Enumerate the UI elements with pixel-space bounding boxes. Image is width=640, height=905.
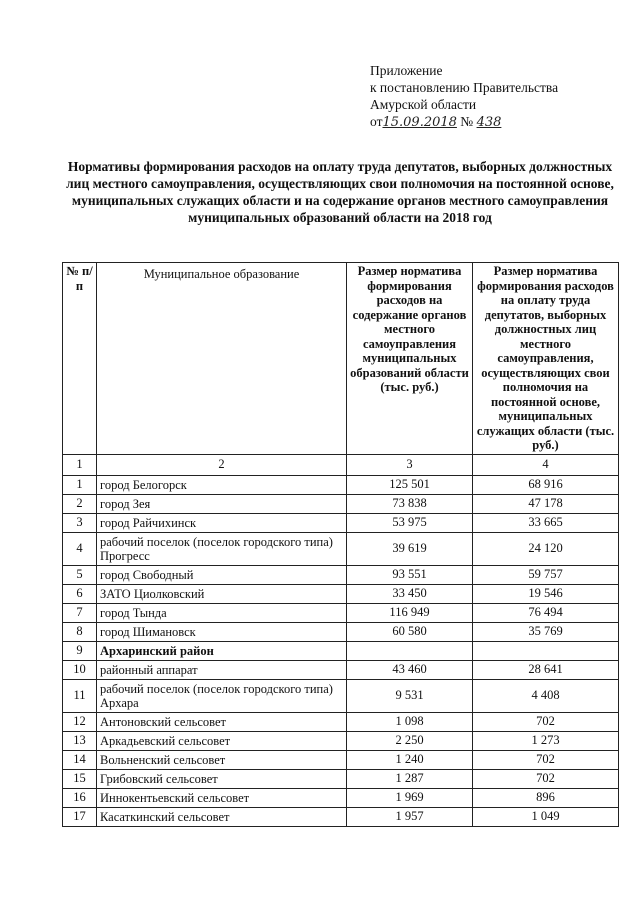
row-name-cell: город Свободный — [97, 565, 347, 584]
row-num-cell: 7 — [63, 603, 97, 622]
row-name-cell: город Зея — [97, 494, 347, 513]
row-num-cell: 8 — [63, 622, 97, 641]
row-maintenance-cell: 39 619 — [347, 532, 473, 565]
row-name-cell: ЗАТО Циолковский — [97, 584, 347, 603]
row-salary-cell: 1 273 — [473, 731, 619, 750]
row-num-cell: 9 — [63, 641, 97, 660]
row-salary-cell: 33 665 — [473, 513, 619, 532]
row-maintenance-cell: 60 580 — [347, 622, 473, 641]
number-label: № — [460, 114, 474, 129]
row-num-cell: 1 — [63, 475, 97, 494]
index-cell: 3 — [347, 454, 473, 475]
row-name-cell: районный аппарат — [97, 660, 347, 679]
appendix-region: Амурской области — [370, 97, 477, 112]
appendix-title: Приложение — [370, 63, 443, 78]
row-maintenance-cell: 73 838 — [347, 494, 473, 513]
row-maintenance-cell: 1 287 — [347, 769, 473, 788]
table-row — [63, 532, 619, 565]
norms-table — [62, 262, 619, 827]
index-cell: 2 — [97, 454, 347, 475]
table-row — [63, 565, 619, 584]
row-maintenance-cell: 33 450 — [347, 584, 473, 603]
row-salary-cell: 28 641 — [473, 660, 619, 679]
handwritten-date: 15.09.2018 — [382, 115, 457, 130]
row-salary-cell: 19 546 — [473, 584, 619, 603]
row-num-cell: 6 — [63, 584, 97, 603]
table-row — [63, 750, 619, 769]
index-cell: 1 — [63, 454, 97, 475]
table-row — [63, 807, 619, 826]
table-row — [63, 603, 619, 622]
row-name-cell: рабочий поселок (поселок городского типа) Прогресс — [97, 532, 347, 565]
table-row — [63, 731, 619, 750]
row-salary-cell: 76 494 — [473, 603, 619, 622]
row-name-cell: Архаринский район — [97, 641, 347, 660]
table-row — [63, 584, 619, 603]
row-name-cell: город Белогорск — [97, 475, 347, 494]
row-num-cell: 16 — [63, 788, 97, 807]
row-num-cell: 17 — [63, 807, 97, 826]
header-maintenance-norm: Размер норматива формирования расходов на содержание органов местного самоуправления муниципальных образований области (тыс. руб.) — [347, 263, 473, 455]
row-salary-cell: 59 757 — [473, 565, 619, 584]
row-name-cell: Аркадьевский сельсовет — [97, 731, 347, 750]
row-maintenance-cell: 1 969 — [347, 788, 473, 807]
row-maintenance-cell: 125 501 — [347, 475, 473, 494]
row-salary-cell: 4 408 — [473, 679, 619, 712]
row-maintenance-cell: 116 949 — [347, 603, 473, 622]
row-salary-cell: 35 769 — [473, 622, 619, 641]
table-row — [63, 679, 619, 712]
table-row — [63, 641, 619, 660]
appendix-ref-line: к постановлению Правительства — [370, 80, 559, 95]
table-row — [63, 494, 619, 513]
row-num-cell: 10 — [63, 660, 97, 679]
row-num-cell: 13 — [63, 731, 97, 750]
appendix-block — [370, 62, 558, 131]
row-salary-cell: 702 — [473, 712, 619, 731]
row-salary-cell — [473, 641, 619, 660]
header-num: № п/п — [63, 263, 97, 455]
appendix-date-line — [370, 113, 558, 131]
table-row — [63, 660, 619, 679]
row-maintenance-cell: 2 250 — [347, 731, 473, 750]
row-num-cell: 2 — [63, 494, 97, 513]
row-maintenance-cell: 1 240 — [347, 750, 473, 769]
handwritten-number: 438 — [476, 115, 502, 130]
row-salary-cell: 896 — [473, 788, 619, 807]
row-name-cell: город Райчихинск — [97, 513, 347, 532]
row-name-cell: город Шимановск — [97, 622, 347, 641]
row-salary-cell: 1 049 — [473, 807, 619, 826]
index-cell: 4 — [473, 454, 619, 475]
table-row — [63, 622, 619, 641]
row-name-cell: Вольненский сельсовет — [97, 750, 347, 769]
row-maintenance-cell: 43 460 — [347, 660, 473, 679]
row-maintenance-cell — [347, 641, 473, 660]
row-name-cell: Грибовский сельсовет — [97, 769, 347, 788]
table-row — [63, 712, 619, 731]
row-num-cell: 11 — [63, 679, 97, 712]
row-salary-cell: 702 — [473, 769, 619, 788]
row-salary-cell: 24 120 — [473, 532, 619, 565]
row-name-cell: рабочий поселок (поселок городского типа) Архара — [97, 679, 347, 712]
row-maintenance-cell: 93 551 — [347, 565, 473, 584]
header-salary-norm: Размер норматива формирования расходов на оплату труда депутатов, выборных должностных лиц местного самоуправления, осуществляющих свои полномочия на постоянной основе, муниципальных служащих области (тыс. руб.) — [473, 263, 619, 455]
row-maintenance-cell: 9 531 — [347, 679, 473, 712]
row-maintenance-cell: 1 098 — [347, 712, 473, 731]
table-row — [63, 513, 619, 532]
row-name-cell: Иннокентьевский сельсовет — [97, 788, 347, 807]
row-maintenance-cell: 53 975 — [347, 513, 473, 532]
row-salary-cell: 47 178 — [473, 494, 619, 513]
row-num-cell: 5 — [63, 565, 97, 584]
row-num-cell: 15 — [63, 769, 97, 788]
table-row — [63, 475, 619, 494]
row-salary-cell: 68 916 — [473, 475, 619, 494]
column-index-row — [63, 454, 619, 475]
row-name-cell: Антоновский сельсовет — [97, 712, 347, 731]
header-municipality: Муниципальное образование — [97, 263, 347, 455]
row-name-cell: Касаткинский сельсовет — [97, 807, 347, 826]
table-row — [63, 788, 619, 807]
row-salary-cell: 702 — [473, 750, 619, 769]
table-row — [63, 769, 619, 788]
document-title: Нормативы формирования расходов на оплату труда депутатов, выборных должностных лиц местного самоуправления, осуществляющих свои полномочия на постоянной основе, муниципальных служащих области и на содержание органов местного самоуправления муниципальных образований области на 2018 год — [66, 159, 614, 225]
row-num-cell: 14 — [63, 750, 97, 769]
row-num-cell: 3 — [63, 513, 97, 532]
row-name-cell: город Тында — [97, 603, 347, 622]
table-header-row — [63, 263, 619, 455]
row-num-cell: 12 — [63, 712, 97, 731]
date-prefix: от — [370, 114, 383, 129]
row-num-cell: 4 — [63, 532, 97, 565]
row-maintenance-cell: 1 957 — [347, 807, 473, 826]
